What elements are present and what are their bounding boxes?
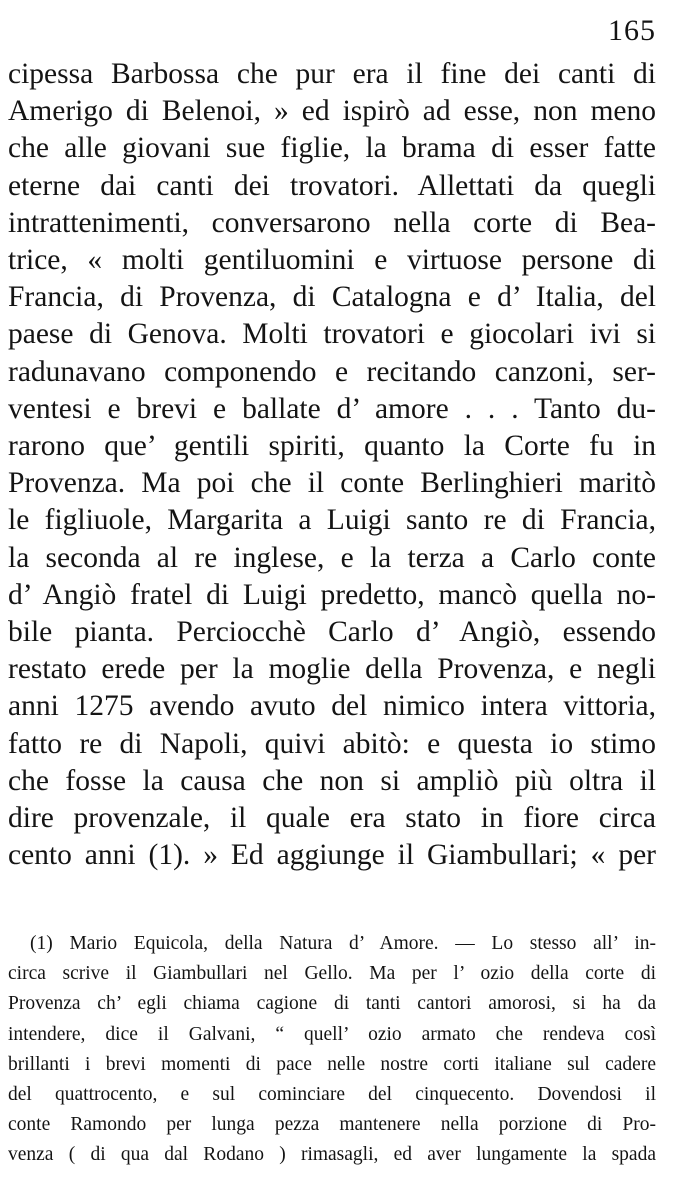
footnote-line: del quattrocento, e sul cominciare del cinquecento. Dovendosi il (8, 1084, 656, 1106)
text-line: cipessa Barbossa che pur era il fine dei canti di (8, 58, 656, 90)
footnote-line: circa scrive il Giambullari nel Gello. Ma per l’ ozio della corte di (8, 963, 656, 985)
text-line: bile pianta. Perciocchè Carlo d’ Angiò, essendo (8, 616, 656, 649)
text-line: fatto re di Napoli, quivi abitò: e questa io stimo (8, 727, 656, 760)
text-line: intrattenimenti, conversarono nella corte di Bea- (8, 206, 656, 239)
text-line: Francia, di Provenza, di Catalogna e d’ Italia, del (8, 281, 656, 314)
text-line: le figliuole, Margarita a Luigi santo re di Francia, (8, 504, 656, 537)
text-line: ventesi e brevi e ballate d’ amore . . . Tanto du- (8, 392, 656, 425)
text-line: anni 1275 avendo avuto del nimico intera vittoria, (8, 690, 656, 723)
text-line: dire provenzale, il quale era stato in fiore circa (8, 802, 656, 835)
main-text (8, 56, 656, 874)
footnote-line: venza ( di qua dal Rodano ) rimasagli, ed aver lungamente la spada (8, 1144, 656, 1166)
footnote-line: Provenza ch’ egli chiama cagione di tanti cantori amorosi, si ha da (8, 993, 656, 1015)
text-line: Amerigo di Belenoi, » ed ispirò ad esse, non meno (8, 95, 656, 128)
footnote (8, 929, 656, 1171)
text-line: che fosse la causa che non si ampliò più oltra il (8, 764, 656, 797)
text-line: restato erede per la moglie della Provenza, e negli (8, 653, 656, 686)
text-line: d’ Angiò fratel di Luigi predetto, mancò quella no- (8, 578, 656, 611)
footnote-line: intendere, dice il Galvani, “ quell’ ozio armato che rendeva così (8, 1023, 656, 1045)
text-line: eterne dai canti dei trovatori. Allettati da quegli (8, 169, 656, 202)
footnote-line: (1) Mario Equicola, della Natura d’ Amore. — Lo stesso all’ in- (30, 933, 656, 954)
text-line: Provenza. Ma poi che il conte Berlinghieri maritò (8, 467, 656, 500)
text-line: radunavano componendo e recitando canzoni, ser- (8, 355, 656, 388)
text-line: paese di Genova. Molti trovatori e giocolari ivi si (8, 318, 656, 351)
text-line: rarono que’ gentili spiriti, quanto la Corte fu in (8, 430, 656, 463)
footnote-line: brillanti i brevi momenti di pace nelle nostre corti italiane sul cadere (8, 1053, 656, 1075)
text-line: la seconda al re inglese, e la terza a Carlo conte (8, 541, 656, 574)
text-line: cento anni (1). » Ed aggiunge il Giambullari; « per (8, 839, 656, 872)
page-number: 165 (608, 14, 656, 47)
text-line: trice, « molti gentiluomini e virtuose persone di (8, 244, 656, 277)
text-line: che alle giovani sue figlie, la brama di esser fatte (8, 132, 656, 165)
footnote-line: conte Ramondo per lunga pezza mantenere nella porzione di Pro- (8, 1114, 656, 1136)
